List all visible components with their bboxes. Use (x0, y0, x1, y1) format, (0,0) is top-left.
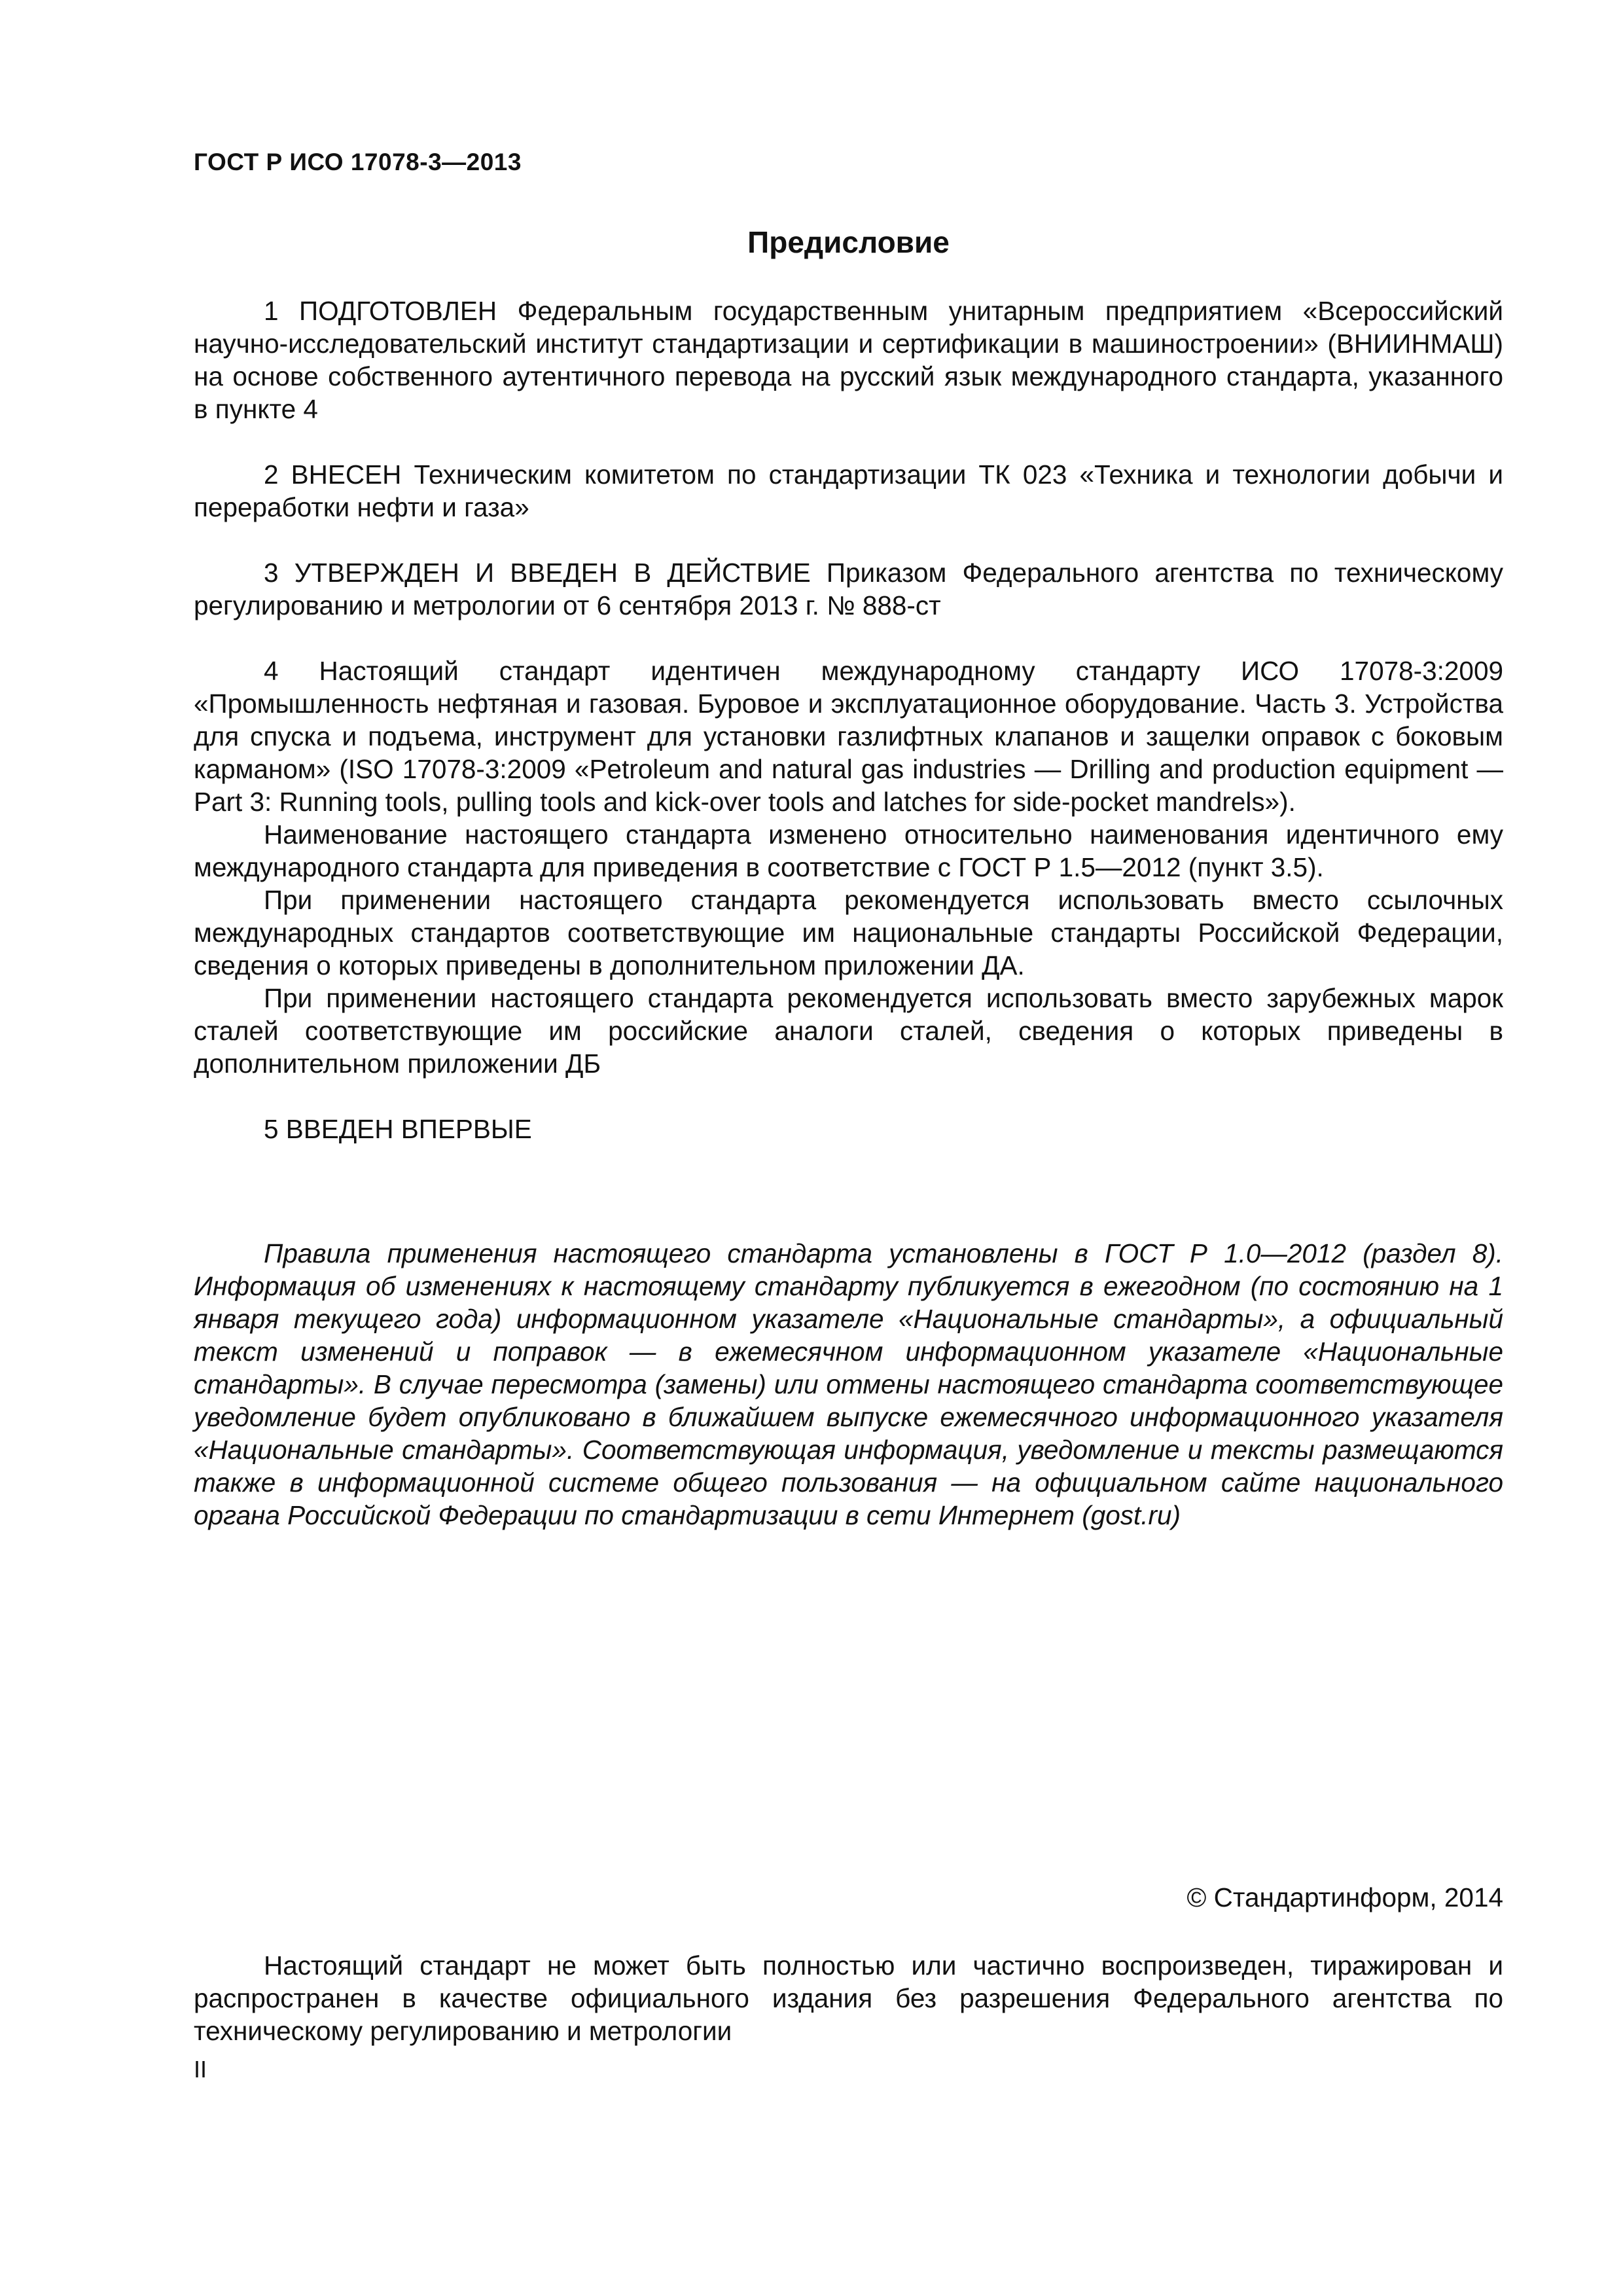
reproduction-notice: Настоящий стандарт не может быть полностью или частично воспроизведен, тиражирован и распространен в качестве официального издания без разрешения Федерального агентства по техническому регулированию и метрологии (194, 1950, 1503, 2046)
paragraph-approved: 3 УТВЕРЖДЕН И ВВЕДЕН В ДЕЙСТВИЕ Приказом Федерального агентства по техническому регулированию и метрологии от 6 сентября 2013 г. № 888-ст (194, 558, 1503, 620)
copyright-line: © Стандартинформ, 2014 (1186, 1882, 1503, 1912)
paragraph-steel-grades: При применении настоящего стандарта рекомендуется использовать вместо зарубежных марок сталей соответствующие им российские аналоги сталей, сведения о которых приведены в дополнительном приложении ДБ (194, 983, 1503, 1079)
document-code: ГОСТ Р ИСО 17078-3—2013 (194, 149, 522, 175)
paragraph-reference-standards: При применении настоящего стандарта рекомендуется использовать вместо ссылочных международных стандартов соответствующие им национальные стандарты Российской Федерации, сведения о которых приведены в дополнительном приложении ДА. (194, 885, 1503, 980)
paragraph-identical-standard: 4 Настоящий стандарт идентичен международному стандарту ИСО 17078-3:2009 «Промышленность нефтяная и газовая. Буровое и эксплуатационное оборудование. Часть 3. Устройства для спуска и подъема, инструмент для установки газлифтных клапанов и защелки оправок с боковым карманом» (ISO 17078-3:2009 «Petroleum and natural gas industries — Drilling and production equipment — Part 3: Running tools, pulling tools and kick-over tools and latches for side-pocket mandrels»). (194, 656, 1503, 817)
paragraph-title-changed: Наименование настоящего стандарта изменено относительно наименования идентичного ему международного стандарта для приведения в соответствие с ГОСТ Р 1.5—2012 (пункт 3.5). (194, 819, 1503, 882)
paragraph-introduced-first: 5 ВВЕДЕН ВПЕРВЫЕ (264, 1114, 532, 1144)
paragraph-submitted: 2 ВНЕСЕН Техническим комитетом по стандартизации ТК 023 «Техника и технологии добычи и переработки нефти и газа» (194, 459, 1503, 522)
page-number: II (194, 2056, 207, 2083)
application-rules-notice: Правила применения настоящего стандарта установлены в ГОСТ Р 1.0—2012 (раздел 8). Информация об изменениях к настоящему стандарту публикуется в ежегодном (по состоянию на 1 января текущего года) информационном указателе «Национальные стандарты», а официальный текст изменений и поправок — в ежемесячном информационном указателе «Национальные стандарты». В случае пересмотра (замены) или отмены настоящего стандарта соответствующее уведомление будет опубликовано в ближайшем выпуске ежемесячного информационного указателя «Национальные стандарты». Соответствующая информация, уведомление и тексты размещаются также в информационной системе общего пользования — на официальном сайте национального органа Российской Федерации по стандартизации в сети Интернет (gost.ru) (194, 1238, 1503, 1530)
page-title: Предисловие (747, 225, 950, 259)
paragraph-prepared: 1 ПОДГОТОВЛЕН Федеральным государственным унитарным предприятием «Всероссийский научно-исследовательский институт стандартизации и сертификации в машиностроении» (ВНИИНМАШ) на основе собственного аутентичного перевода на русский язык международного стандарта, указанного в пункте 4 (194, 296, 1503, 424)
preface-body (194, 295, 1503, 1145)
